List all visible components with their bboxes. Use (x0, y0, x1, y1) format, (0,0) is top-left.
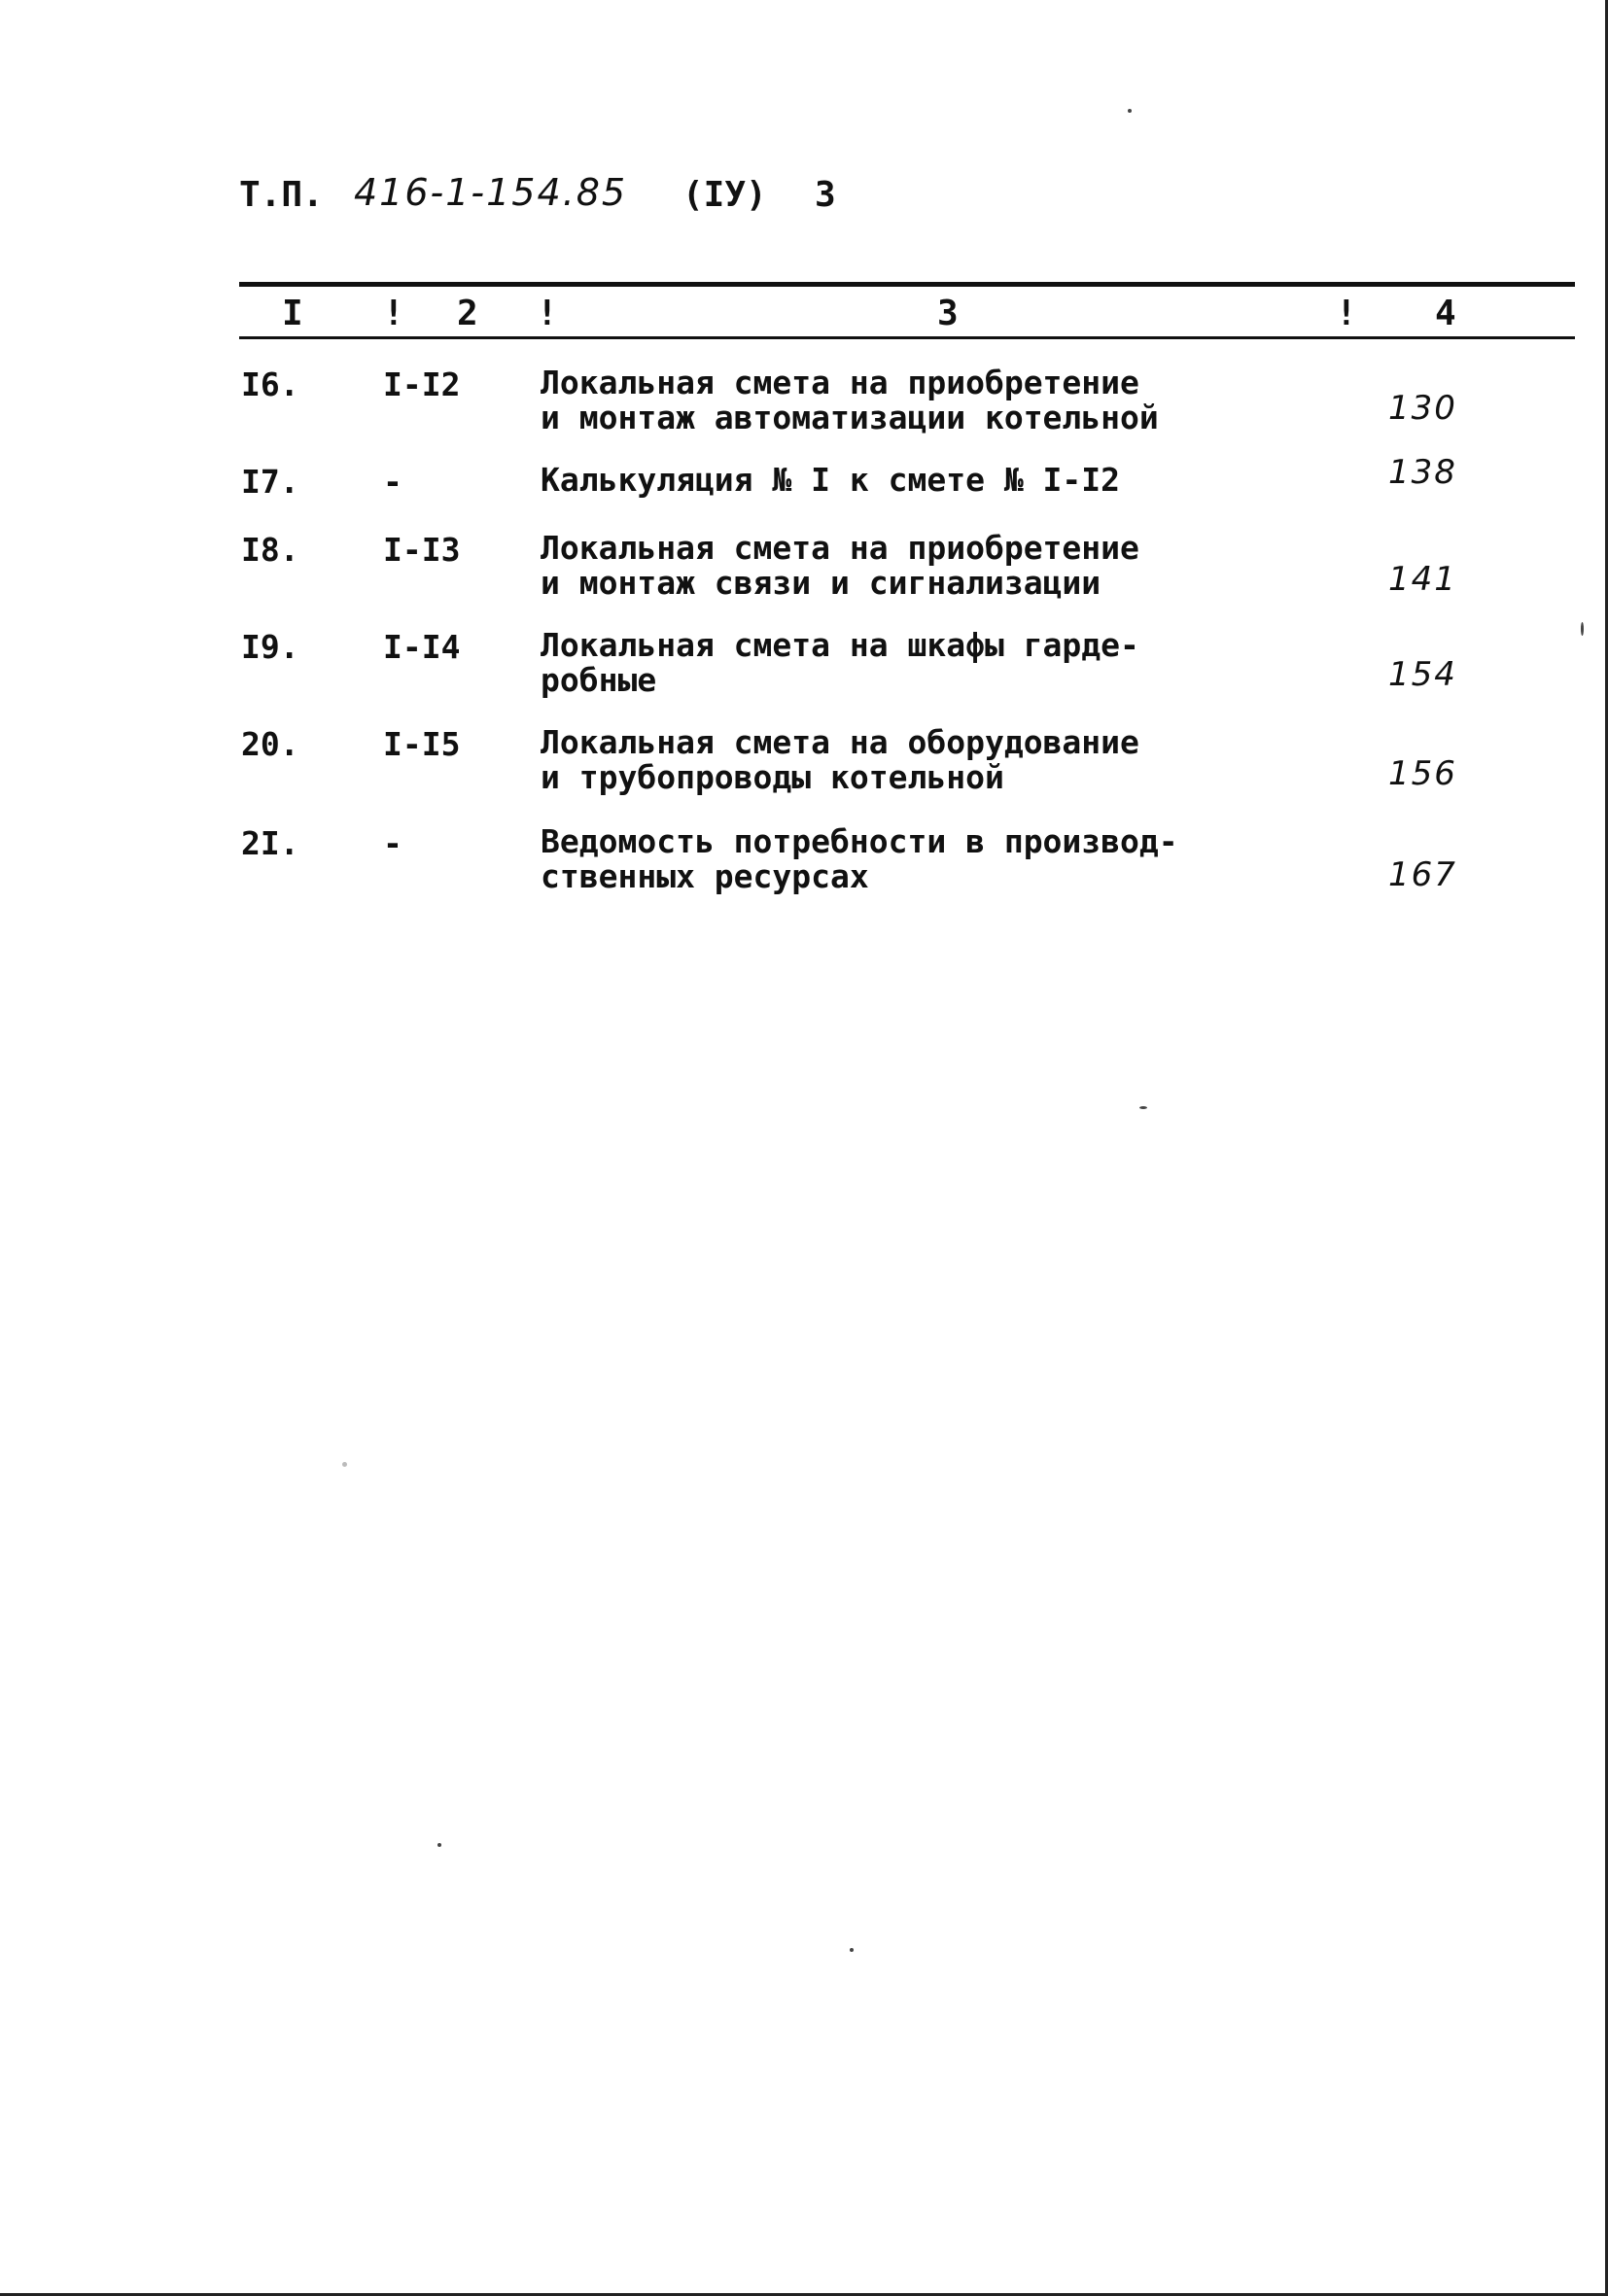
column-separator: ! (1336, 294, 1357, 333)
column-header-2: 2 (457, 294, 478, 333)
scan-speck (437, 1843, 441, 1847)
part-label: (IУ) (682, 175, 767, 215)
scan-speck (850, 1948, 854, 1952)
row-page: 141 (1388, 560, 1457, 599)
page-number: 3 (815, 175, 836, 215)
row-description (541, 725, 1221, 795)
estimate-number: I-I3 (383, 531, 461, 569)
estimate-number: I-I5 (383, 725, 461, 763)
description-line: и монтаж автоматизации котельной (541, 399, 1159, 436)
description-line: Ведомость потребности в производ- (541, 822, 1178, 860)
row-page: 156 (1388, 754, 1457, 793)
row-number: I6. (241, 365, 299, 403)
row-description (541, 824, 1221, 894)
description-line: Калькуляция № I к смете № I-I2 (541, 461, 1121, 499)
row-number: 20. (241, 725, 299, 763)
description-line: ственных ресурсах (541, 857, 869, 895)
row-number: I7. (241, 463, 299, 501)
header-prefix: Т.П. (239, 175, 324, 215)
description-line: Локальная смета на шкафы гарде- (541, 626, 1139, 664)
column-header-4: 4 (1435, 294, 1456, 333)
row-description (541, 628, 1221, 698)
row-description (541, 365, 1221, 435)
column-header-1: I (282, 294, 303, 333)
row-number: I8. (241, 531, 299, 569)
description-line: Локальная смета на приобретение (541, 529, 1139, 567)
row-page: 130 (1388, 389, 1457, 428)
description-line: и монтаж связи и сигнализации (541, 564, 1101, 602)
row-description (541, 531, 1221, 601)
description-line: Локальная смета на оборудование (541, 723, 1139, 761)
column-separator: ! (537, 294, 558, 333)
scan-speck (342, 1462, 347, 1467)
row-page: 154 (1388, 655, 1457, 694)
column-header-3: 3 (937, 294, 959, 333)
scan-speck (1139, 1106, 1147, 1109)
estimate-number: - (383, 824, 402, 862)
table-header-rule (239, 336, 1575, 339)
row-page: 167 (1388, 855, 1457, 894)
estimate-number: I-I2 (383, 365, 461, 403)
table-top-rule (239, 282, 1575, 287)
estimate-number: I-I4 (383, 628, 461, 666)
column-separator: ! (383, 294, 404, 333)
project-number: 416-1-154.85 (354, 171, 628, 214)
description-line: и трубопроводы котельной (541, 758, 1004, 796)
scan-speck (1581, 622, 1584, 636)
estimate-number: - (383, 463, 402, 501)
row-number: 2I. (241, 824, 299, 862)
row-page: 138 (1388, 453, 1457, 492)
scan-speck (1128, 109, 1132, 113)
description-line: робные (541, 661, 657, 699)
row-description (541, 463, 1221, 498)
row-number: I9. (241, 628, 299, 666)
description-line: Локальная смета на приобретение (541, 364, 1139, 401)
